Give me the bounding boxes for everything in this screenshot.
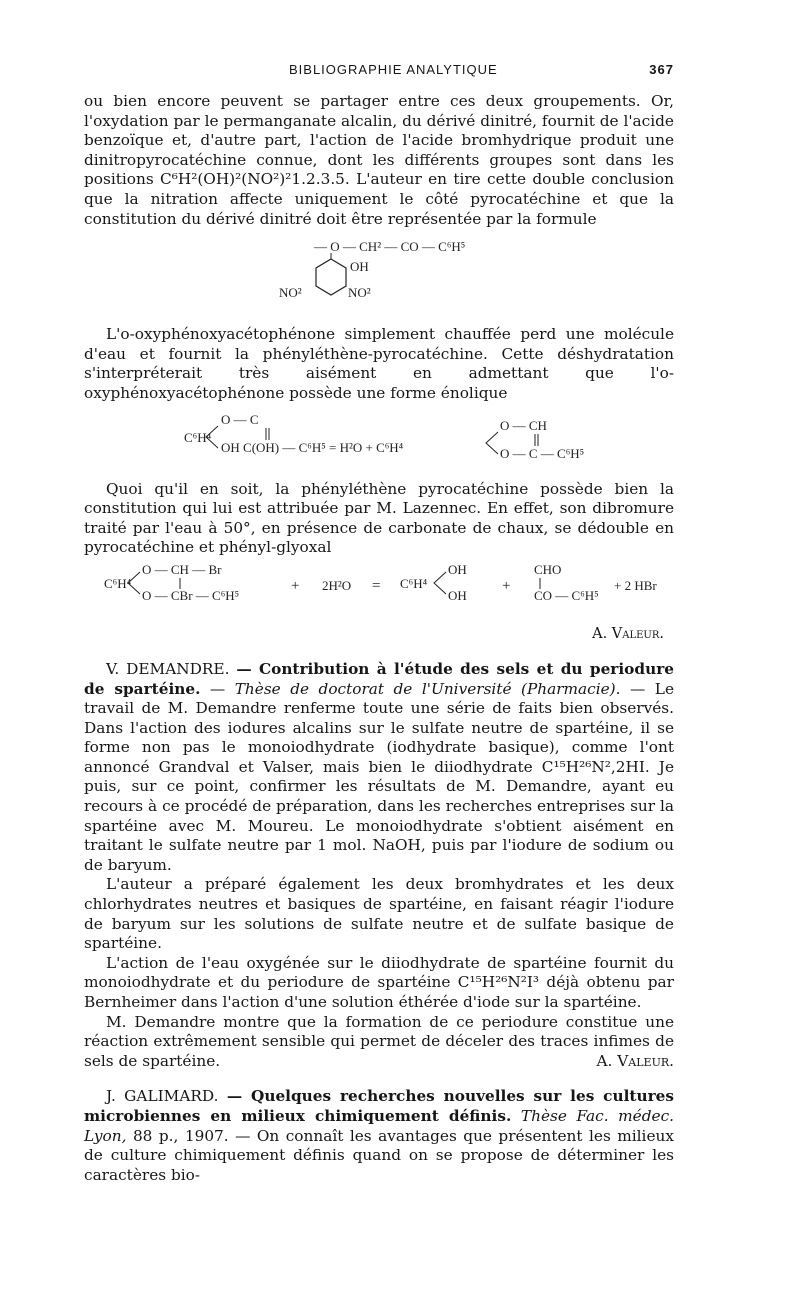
review2-p4-text: M. Demandre montre que la formation de ce periodure constitue une réaction extrêmement sensible qui permet de déceler des traces infimes de sels de spartéine. bbox=[84, 1012, 674, 1070]
formula3-plus2: + bbox=[502, 577, 511, 594]
running-header bbox=[84, 62, 674, 84]
formula2-c6h4-left: C⁶H⁴ bbox=[184, 429, 212, 445]
header-title: BIBLIOGRAPHIE ANALYTIQUE bbox=[289, 62, 498, 77]
paragraph-2: L'o-oxyphénoxyacétophénone simplement chauffée perd une molécule d'eau et fournit la phényléthène-pyrocatéchine. Cette déshydratation s'interpréterait très aisément en admettant que l'o-oxyphénoxyacétophénone possède une forme énolique bbox=[84, 325, 674, 402]
formula3-bottom-left: O — CBr — C⁶H⁵ bbox=[142, 587, 240, 603]
formula3-top-left: O — CH — Br bbox=[142, 561, 222, 577]
formula3-equals: = bbox=[372, 577, 381, 594]
formula2-o-ch: O — CH bbox=[500, 417, 547, 433]
formula2-o-c: O — C bbox=[221, 411, 259, 427]
review-demandre: V. DEMANDRE. — Contribution à l'étude des sels et du periodure de spartéine. — Thèse de doctorat de l'Université (Pharmacie). — Le travail de M. Demandre renferme toute une série de faits bien observés. Dans l'action des iodures alcalins sur le sulfate neutre de spartéine, il se forme non pas le monoiodhydrate (iodhydrate basique), comme l'ont annoncé Grandval et Valser, mais bien le diiodhydrate C¹⁵H²⁶N²,2HI. Je puis, sur ce point, confirmer les résultats de M. Demandre, ayant eu recours à ce procédé de préparation, dans les recherches entreprises sur la spartéine avec M. Moureu. Le monoiodhydrate s'obtient aisément en traitant le sulfate neutre par 1 mol. NaOH, puis par l'iodure de sodium ou de baryum. bbox=[84, 659, 675, 874]
formula1-no2-right: NO² bbox=[348, 285, 371, 301]
review3-source: Thèse Fac. médec. Lyon, bbox=[84, 1106, 674, 1145]
section-separator-2 bbox=[84, 1071, 674, 1087]
page-number: 367 bbox=[649, 62, 674, 77]
page bbox=[84, 62, 674, 1185]
signature-1: A. Valeur. bbox=[592, 625, 664, 642]
formula-enol-dehydration bbox=[84, 404, 674, 476]
benzene-ring bbox=[316, 259, 346, 295]
review2-title: — Contribution à l'étude des sels et du periodure de spartéine. bbox=[84, 659, 674, 698]
formula3-c6h4-right: C⁶H⁴ bbox=[400, 575, 428, 591]
formula2-o-c-c6h5: O — C — C⁶H⁵ bbox=[500, 445, 585, 461]
review2-paragraph-3: L'action de l'eau oxygénée sur le diiodhydrate de spartéine fournit du monoiodhydrate et du periodure de spartéine C¹⁵H²⁶N²I³ déjà obtenu par Bernheimer dans l'action d'une solution éthérée d'iode sur la spartéine. bbox=[84, 953, 674, 1011]
formula-dinitro-derivative bbox=[84, 229, 674, 321]
review2-source: Thèse de doctorat de l'Université (Pharmacie). bbox=[234, 679, 621, 698]
formula1-no2-left: NO² bbox=[279, 285, 302, 301]
formula3-plus1: + bbox=[291, 577, 300, 594]
formula3-hbr: + 2 HBr bbox=[614, 577, 657, 593]
paragraph-1: ou bien encore peuvent se partager entre ces deux groupements. Or, l'oxydation par le permanganate alcalin, du dérivé dinitré, fournit de l'acide benzoïque et, d'autre part, l'action de l'acide bromhydrique produit une dinitropyrocatéchine connue, dont les différents groupes sont dans les positions C⁶H²(OH)²(NO²)²1.2.3.5. L'auteur en tire cette double conclusion que la nitration affecte uniquement le côté pyrocatéchine et que la constitution du dérivé dinitré doit être représentée par la formule bbox=[84, 92, 674, 228]
formula2-oh-coh: OH C(OH) — C⁶H⁵ = H²O + C⁶H⁴ bbox=[221, 439, 404, 455]
paragraph-3: Quoi qu'il en soit, la phényléthène pyrocatéchine possède bien la constitution qui lui est attribuée par M. Lazennec. En effet, son dibromure traité par l'eau à 50°, en présence de carbonate de chaux, se dédouble en pyrocatéchine et phényl-glyoxal bbox=[84, 479, 674, 557]
review-galimard bbox=[84, 1087, 674, 1185]
section-separator bbox=[84, 644, 674, 660]
review3-pages: 88 p., 1907. bbox=[132, 1126, 229, 1145]
review2-text: — Le travail de M. Demandre renferme toute une série de faits bien observés. Dans l'action des iodures alcalins sur le sulfate neutre de spartéine, il se forme non pas le monoiodhydrate (iodhydrate basique), comme l'ont annoncé Grandval et Valser, mais bien le diiodhydrate C¹⁵H²⁶N²,2HI. Je puis, sur ce point, confirmer les résultats de M. Demandre, ayant eu recours à ce procédé de préparation, dans les recherches entreprises sur la spartéine avec M. Moureu. Le monoiodhydrate s'obtient aisément en traitant le sulfate neutre par 1 mol. NaOH, puis par l'iodure de sodium ou de baryum. bbox=[84, 679, 675, 874]
formula3-c6h4-left: C⁶H⁴ bbox=[104, 575, 132, 591]
formula3-water: 2H²O bbox=[322, 577, 352, 593]
review3-title: — Quelques recherches nouvelles sur les cultures microbiennes en milieux chimiquement définis. bbox=[84, 1087, 674, 1125]
formula1-oh: OH bbox=[350, 259, 369, 275]
formula3-co-c6h5: CO — C⁶H⁵ bbox=[534, 587, 599, 603]
formula3-oh-bottom: OH bbox=[448, 587, 467, 603]
formula3-cho: CHO bbox=[534, 561, 562, 577]
review2-paragraph-4 bbox=[84, 1013, 674, 1072]
signature-2: A. Valeur. bbox=[596, 1051, 674, 1070]
review2-author: V. DEMANDRE. bbox=[106, 659, 230, 678]
formula1-chain: — O — CH² — CO — C⁶H⁵ bbox=[314, 239, 466, 255]
review3-author: J. GALIMARD. bbox=[106, 1087, 219, 1106]
review3-text: — On connaît les avantages que présentent les milieux de culture chimiquement définis quand on se propose de déterminer les caractères bio- bbox=[84, 1126, 674, 1184]
formula-dibromide-hydrolysis bbox=[84, 558, 674, 618]
review2-paragraph-2: L'auteur a préparé également les deux bromhydrates et les deux chlorhydrates neutres et basiques de spartéine, en faisant réagir l'iodure de baryum sur les solutions de sulfate neutre et de sulfate basique de spartéine. bbox=[84, 875, 674, 953]
formula3-oh-top: OH bbox=[448, 561, 467, 577]
